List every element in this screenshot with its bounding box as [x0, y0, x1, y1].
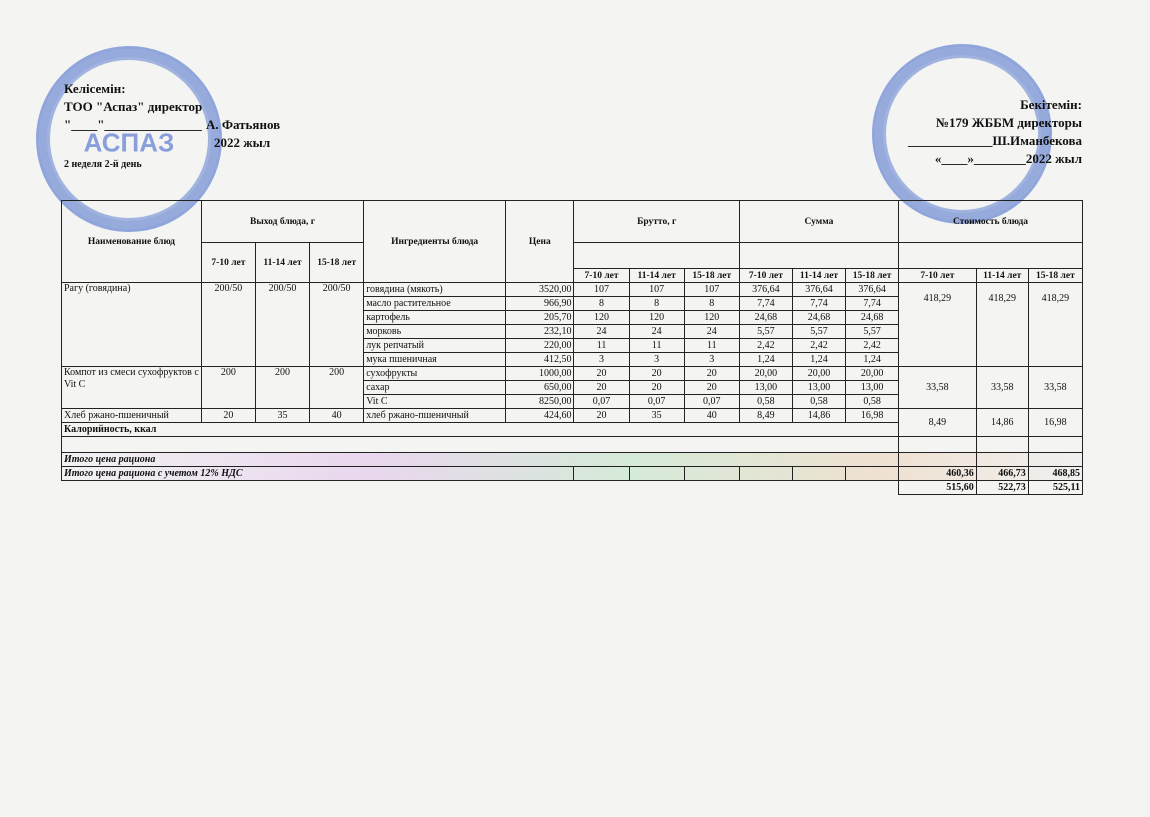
table-row: [62, 367, 1083, 381]
ingredient-sum: 20,00: [846, 367, 899, 381]
ingredient-price: 424,60: [506, 409, 574, 423]
total-value: 468,85: [1028, 467, 1082, 481]
ingredient-sum: 20,00: [792, 367, 845, 381]
ingredient-gross: 107: [684, 283, 739, 297]
table-row: [62, 437, 1083, 453]
ingredient-gross: 35: [629, 409, 684, 423]
total-vat-value: 522,73: [976, 481, 1028, 495]
approved-signer: _____________Ш.Иманбекова: [907, 133, 1082, 148]
header-sum: Сумма: [739, 201, 898, 243]
week-day-label: 2 неделя 2-й день: [64, 159, 142, 170]
dish-cost: 33,58: [899, 367, 977, 409]
total-vat-label: Итого цена рациона с учетом 12% НДС: [62, 467, 574, 481]
empty-cell: [684, 467, 739, 481]
ingredient-gross: 11: [684, 339, 739, 353]
ingredient-sum: 14,86: [792, 409, 845, 423]
ingredient-sum: 20,00: [739, 367, 792, 381]
ingredient-sum: 376,64: [846, 283, 899, 297]
ingredient-gross: 24: [574, 325, 629, 339]
ingredient-sum: 1,24: [846, 353, 899, 367]
approval-right-block: [908, 96, 1082, 168]
ingredient-price: 966,90: [506, 297, 574, 311]
dish-yield: 200: [255, 367, 309, 409]
ingredient-price: 412,50: [506, 353, 574, 367]
header-yield-age3: 15-18 лет: [310, 243, 364, 283]
header-gross-spacer: [574, 243, 739, 269]
header-gross-age3: 15-18 лет: [684, 269, 739, 283]
ingredient-price: 3520,00: [506, 283, 574, 297]
ingredient-sum: 24,68: [792, 311, 845, 325]
ingredient-gross: 0,07: [629, 395, 684, 409]
ingredient-name: сахар: [364, 381, 506, 395]
dish-cost: 33,58: [1028, 367, 1082, 409]
ingredient-sum: 8,49: [739, 409, 792, 423]
header-ingredients: Ингредиенты блюда: [364, 201, 506, 283]
empty-cell: [846, 467, 899, 481]
total-value: 466,73: [976, 467, 1028, 481]
dish-yield: 200: [310, 367, 364, 409]
agreed-signer: А. Фатьянов: [205, 117, 281, 132]
ingredient-sum: 0,58: [846, 395, 899, 409]
header-sum-spacer: [739, 243, 898, 269]
table-row: [62, 467, 1083, 481]
agreed-quote-blank: "____"_______________: [64, 117, 202, 132]
approved-title: Бекітемін:: [1020, 97, 1082, 112]
left-seal-text: АСПАЗ: [83, 127, 175, 158]
ingredient-gross: 11: [629, 339, 684, 353]
ingredient-gross: 20: [574, 367, 629, 381]
empty-cell: [976, 437, 1028, 453]
ingredient-gross: 24: [684, 325, 739, 339]
dish-yield: 200/50: [255, 283, 309, 367]
ingredient-sum: 24,68: [846, 311, 899, 325]
ingredient-price: 8250,00: [506, 395, 574, 409]
header-sum-age3: 15-18 лет: [846, 269, 899, 283]
ingredient-gross: 120: [684, 311, 739, 325]
dish-yield: 200/50: [310, 283, 364, 367]
ingredient-name: лук репчатый: [364, 339, 506, 353]
empty-cell: [899, 453, 977, 467]
ingredient-gross: 3: [574, 353, 629, 367]
total-value: 460,36: [899, 467, 977, 481]
ingredient-sum: 13,00: [739, 381, 792, 395]
header-yield-age2: 11-14 лет: [255, 243, 309, 283]
ingredient-name: картофель: [364, 311, 506, 325]
ingredient-gross: 40: [684, 409, 739, 423]
ingredient-gross: 20: [574, 381, 629, 395]
ingredient-gross: 8: [684, 297, 739, 311]
ingredient-name: Vit C: [364, 395, 506, 409]
ingredient-gross: 3: [629, 353, 684, 367]
ingredient-gross: 20: [684, 367, 739, 381]
agreed-quote-line: [64, 116, 280, 134]
dish-cost: 418,29: [899, 283, 977, 367]
ingredient-sum: 376,64: [792, 283, 845, 297]
dish-name: Рагу (говядина): [62, 283, 202, 367]
empty-cell: [792, 467, 845, 481]
header-sum-age1: 7-10 лет: [739, 269, 792, 283]
ingredient-name: мука пшеничная: [364, 353, 506, 367]
header-yield: Выход блюда, г: [201, 201, 363, 243]
empty-cell: [899, 437, 977, 453]
ingredient-gross: 8: [574, 297, 629, 311]
empty-cell: [62, 437, 899, 453]
dish-cost: 14,86: [976, 409, 1028, 437]
ingredient-gross: 120: [629, 311, 684, 325]
ingredient-gross: 0,07: [684, 395, 739, 409]
empty-cell: [62, 481, 899, 495]
ingredient-sum: 1,24: [739, 353, 792, 367]
header-sum-age2: 11-14 лет: [792, 269, 845, 283]
ingredient-sum: 7,74: [846, 297, 899, 311]
agreed-year: 2022 жыл: [214, 135, 271, 150]
total-vat-value: 515,60: [899, 481, 977, 495]
ingredient-price: 205,70: [506, 311, 574, 325]
header-cost: Стоимость блюда: [899, 201, 1083, 243]
ingredient-sum: 16,98: [846, 409, 899, 423]
dish-yield: 20: [201, 409, 255, 423]
ingredient-sum: 7,74: [739, 297, 792, 311]
ingredient-sum: 13,00: [792, 381, 845, 395]
dish-name: Хлеб ржано-пшеничный: [62, 409, 202, 423]
header-gross-age1: 7-10 лет: [574, 269, 629, 283]
table-row: [62, 409, 1083, 423]
ingredient-sum: 1,24: [792, 353, 845, 367]
ingredient-gross: 8: [629, 297, 684, 311]
empty-cell: [1028, 453, 1082, 467]
ingredient-gross: 107: [574, 283, 629, 297]
header-yield-age1: 7-10 лет: [201, 243, 255, 283]
approved-org-line: №179 ЖББМ директоры: [935, 115, 1082, 130]
ingredient-sum: 2,42: [739, 339, 792, 353]
dish-yield: 200: [201, 367, 255, 409]
empty-cell: [629, 467, 684, 481]
dish-yield: 200/50: [201, 283, 255, 367]
dish-cost: 418,29: [1028, 283, 1082, 367]
ingredient-sum: 13,00: [846, 381, 899, 395]
header-cost-age2: 11-14 лет: [976, 269, 1028, 283]
ingredient-price: 220,00: [506, 339, 574, 353]
ingredient-sum: 5,57: [846, 325, 899, 339]
table-row: [62, 283, 1083, 297]
ingredient-name: говядина (мякоть): [364, 283, 506, 297]
total-vat-value: 525,11: [1028, 481, 1082, 495]
dish-cost: 418,29: [976, 283, 1028, 367]
header-gross-age2: 11-14 лет: [629, 269, 684, 283]
agreed-org-line: ТОО "Аспаз" директор: [64, 99, 203, 114]
dish-cost: 16,98: [1028, 409, 1082, 437]
ingredient-gross: 20: [684, 381, 739, 395]
empty-cell: [739, 467, 792, 481]
ingredient-gross: 20: [629, 367, 684, 381]
approved-year: «____»________2022 жыл: [934, 151, 1082, 166]
dish-cost: 8,49: [899, 409, 977, 437]
ingredient-sum: 5,57: [739, 325, 792, 339]
empty-cell: [976, 453, 1028, 467]
ingredient-name: сухофрукты: [364, 367, 506, 381]
dish-yield: 35: [255, 409, 309, 423]
ingredient-sum: 376,64: [739, 283, 792, 297]
approval-left-block: [64, 80, 280, 174]
header-cost-spacer: [899, 243, 1083, 269]
header-dish: Наименование блюд: [62, 201, 202, 283]
ingredient-price: 650,00: [506, 381, 574, 395]
ingredient-gross: 11: [574, 339, 629, 353]
header-gross: Брутто, г: [574, 201, 739, 243]
ingredient-sum: 0,58: [739, 395, 792, 409]
ingredient-gross: 107: [629, 283, 684, 297]
empty-cell: [1028, 437, 1082, 453]
ingredient-price: 232,10: [506, 325, 574, 339]
ingredient-name: морковь: [364, 325, 506, 339]
ingredient-gross: 24: [629, 325, 684, 339]
dish-yield: 40: [310, 409, 364, 423]
ingredient-sum: 5,57: [792, 325, 845, 339]
calories-label: Калорийность, ккал: [62, 423, 899, 437]
table-row: [62, 453, 1083, 467]
ingredient-price: 1000,00: [506, 367, 574, 381]
ingredient-name: хлеб ржано-пшеничный: [364, 409, 506, 423]
ingredient-sum: 24,68: [739, 311, 792, 325]
ingredient-gross: 20: [629, 381, 684, 395]
menu-cost-table: [61, 200, 1083, 495]
empty-cell: [574, 467, 629, 481]
header-cost-age3: 15-18 лет: [1028, 269, 1082, 283]
ingredient-sum: 2,42: [792, 339, 845, 353]
ingredient-gross: 0,07: [574, 395, 629, 409]
dish-cost: 33,58: [976, 367, 1028, 409]
ingredient-gross: 3: [684, 353, 739, 367]
ingredient-gross: 20: [574, 409, 629, 423]
agreed-title: Келісемін:: [64, 81, 126, 96]
ingredient-sum: 2,42: [846, 339, 899, 353]
ingredient-sum: 7,74: [792, 297, 845, 311]
table-row: [62, 481, 1083, 495]
header-cost-age1: 7-10 лет: [899, 269, 977, 283]
dish-name: Компот из смеси сухофруктов с Vit C: [62, 367, 202, 409]
ingredient-sum: 0,58: [792, 395, 845, 409]
ingredient-name: масло растительное: [364, 297, 506, 311]
total-label: Итого цена рациона: [62, 453, 899, 467]
header-price: Цена: [506, 201, 574, 283]
ingredient-gross: 120: [574, 311, 629, 325]
